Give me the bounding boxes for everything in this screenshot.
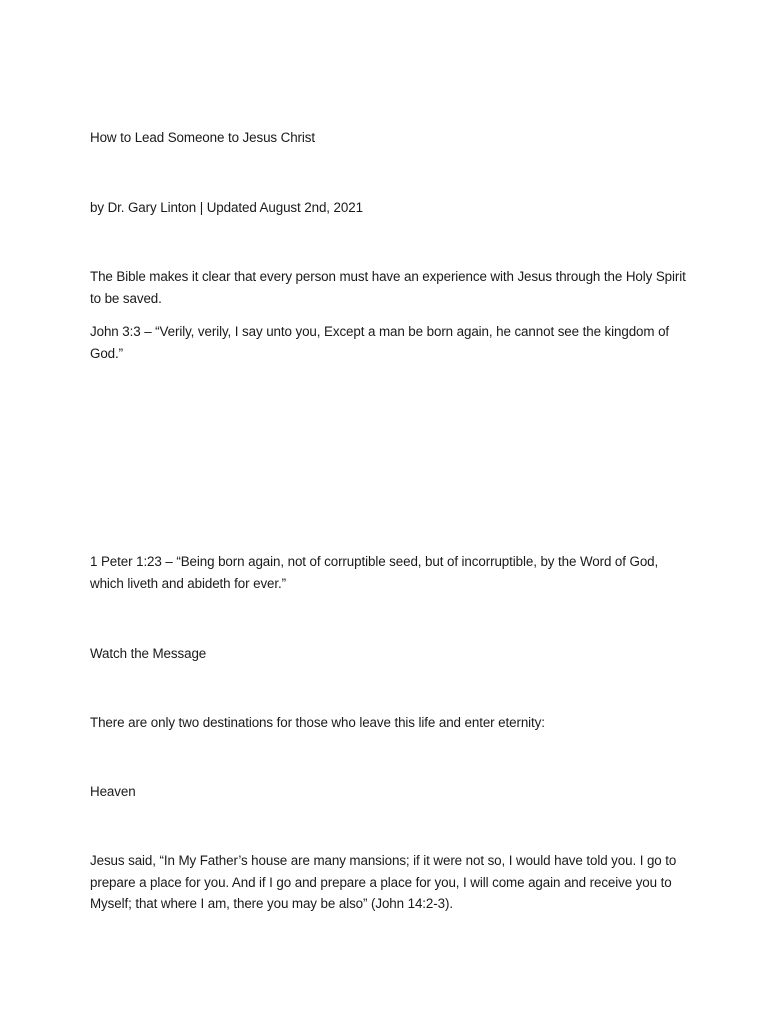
john-3-3-verse: John 3:3 – “Verily, verily, I say unto you, Except a man be born again, he cannot see the kingdom of God.”: [90, 324, 670, 361]
byline: by Dr. Gary Linton | Updated August 2nd, 2021: [90, 200, 363, 215]
destinations-paragraph: There are only two destinations for those who leave this life and enter eternity:: [90, 715, 545, 730]
peter-1-23-verse: 1 Peter 1:23 – “Being born again, not of corruptible seed, but of incorruptible, by the Word of God, which liveth and abideth for ever.”: [90, 554, 659, 591]
watch-message-heading: Watch the Message: [90, 646, 207, 661]
john-14-paragraph: Jesus said, “In My Father’s house are many mansions; if it were not so, I would have told you. I go to prepare a place for you. And if I go and prepare a place for you, I will come again and receive you to Myself; that where I am, there you may be also” (John 14:2-3).: [90, 853, 677, 911]
intro-paragraph: The Bible makes it clear that every person must have an experience with Jesus through the Holy Spirit to be saved.: [90, 269, 686, 306]
document-title: How to Lead Someone to Jesus Christ: [90, 130, 316, 145]
heaven-heading: Heaven: [90, 784, 136, 799]
